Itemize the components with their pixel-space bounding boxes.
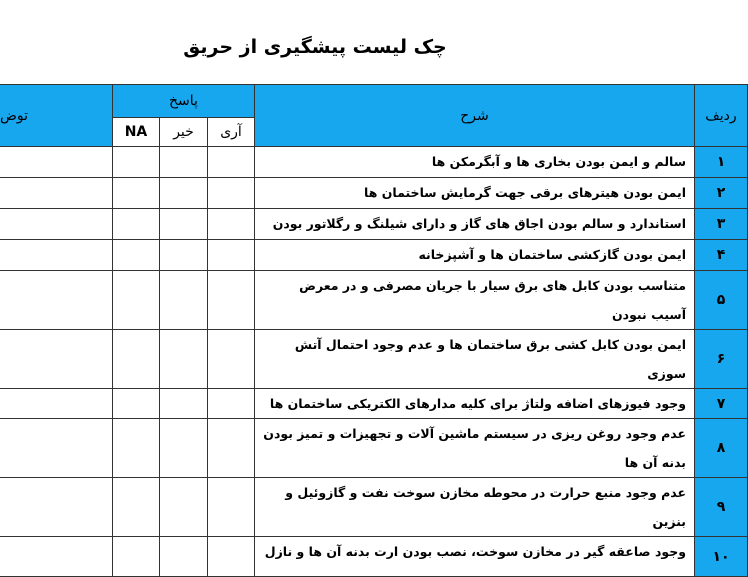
na-cell[interactable] — [112, 271, 159, 330]
row-number: ۱۰ — [695, 537, 748, 577]
no-cell[interactable] — [160, 178, 208, 209]
notes-cell[interactable] — [0, 330, 112, 389]
no-cell[interactable] — [160, 330, 208, 389]
no-cell[interactable] — [160, 478, 208, 537]
no-header: خیر — [160, 118, 208, 147]
yes-cell[interactable] — [208, 478, 255, 537]
row-description: استاندارد و سالم بودن اجاق های گاز و دارای شیلنگ و رگلاتور بودن — [255, 209, 695, 240]
row-number: ۲ — [695, 178, 748, 209]
row-number: ۸ — [695, 419, 748, 478]
yes-cell[interactable] — [208, 147, 255, 178]
no-cell[interactable] — [160, 209, 208, 240]
page-title: چک لیست پیشگیری از حریق — [183, 36, 447, 58]
fire-prevention-checklist-table — [0, 84, 748, 577]
na-cell[interactable] — [112, 419, 159, 478]
yes-cell[interactable] — [208, 389, 255, 419]
no-cell[interactable] — [160, 389, 208, 419]
table-row — [0, 271, 748, 330]
row-number: ۱ — [695, 147, 748, 178]
notes-cell[interactable] — [0, 271, 112, 330]
table-row — [0, 537, 748, 577]
row-number: ۳ — [695, 209, 748, 240]
yes-cell[interactable] — [208, 240, 255, 271]
row-description: ایمن بودن گازکشی ساختمان ها و آشپزخانه — [255, 240, 695, 271]
notes-header — [0, 85, 112, 147]
notes-header-label: توض — [0, 107, 29, 124]
notes-cell[interactable] — [0, 147, 112, 178]
row-description: ایمن بودن کابل کشی برق ساختمان ها و عدم وجود احتمال آتش سوزی — [255, 330, 695, 389]
na-cell[interactable] — [112, 330, 159, 389]
notes-cell[interactable] — [0, 240, 112, 271]
table-row — [0, 178, 748, 209]
row-description: عدم وجود منبع حرارت در محوطه مخازن سوخت نفت و گازوئیل و بنزین — [255, 478, 695, 537]
row-number-header: ردیف — [695, 85, 748, 147]
yes-cell[interactable] — [208, 330, 255, 389]
yes-cell[interactable] — [208, 271, 255, 330]
row-number: ۴ — [695, 240, 748, 271]
table-row — [0, 389, 748, 419]
notes-cell[interactable] — [0, 478, 112, 537]
no-cell[interactable] — [160, 271, 208, 330]
row-description: عدم وجود روغن ریزی در سیستم ماشین آلات و تجهیزات و تمیز بودن بدنه آن ها — [255, 419, 695, 478]
na-cell[interactable] — [112, 478, 159, 537]
no-cell[interactable] — [160, 147, 208, 178]
notes-cell[interactable] — [0, 178, 112, 209]
na-cell[interactable] — [112, 240, 159, 271]
na-cell[interactable] — [112, 389, 159, 419]
yes-cell[interactable] — [208, 419, 255, 478]
answer-header: پاسخ — [112, 85, 254, 118]
row-description: وجود فیوزهای اضافه ولتاژ برای کلیه مدارهای الکتریکی ساختمان ها — [255, 389, 695, 419]
na-cell[interactable] — [112, 537, 159, 577]
yes-cell[interactable] — [208, 537, 255, 577]
row-number: ۷ — [695, 389, 748, 419]
na-cell[interactable] — [112, 209, 159, 240]
notes-cell[interactable] — [0, 419, 112, 478]
yes-cell[interactable] — [208, 209, 255, 240]
description-header: شرح — [255, 85, 695, 147]
notes-cell[interactable] — [0, 209, 112, 240]
yes-cell[interactable] — [208, 178, 255, 209]
no-cell[interactable] — [160, 419, 208, 478]
table-row — [0, 419, 748, 478]
notes-cell[interactable] — [0, 389, 112, 419]
yes-header: آری — [208, 118, 255, 147]
na-header: NA — [112, 118, 159, 147]
no-cell[interactable] — [160, 240, 208, 271]
row-number: ۹ — [695, 478, 748, 537]
row-description: متناسب بودن کابل های برق سیار با جریان مصرفی و در معرض آسیب نبودن — [255, 271, 695, 330]
row-number: ۶ — [695, 330, 748, 389]
row-description: ایمن بودن هیترهای برقی جهت گرمایش ساختمان ها — [255, 178, 695, 209]
na-cell[interactable] — [112, 147, 159, 178]
row-description: وجود صاعقه گیر در مخازن سوخت، نصب بودن ارت بدنه آن ها و نازل — [255, 537, 695, 577]
row-number: ۵ — [695, 271, 748, 330]
table-row — [0, 147, 748, 178]
na-cell[interactable] — [112, 178, 159, 209]
table-row — [0, 478, 748, 537]
table-row — [0, 209, 748, 240]
table-row — [0, 330, 748, 389]
row-description: سالم و ایمن بودن بخاری ها و آبگرمکن ها — [255, 147, 695, 178]
no-cell[interactable] — [160, 537, 208, 577]
notes-cell[interactable] — [0, 537, 112, 577]
table-row — [0, 240, 748, 271]
